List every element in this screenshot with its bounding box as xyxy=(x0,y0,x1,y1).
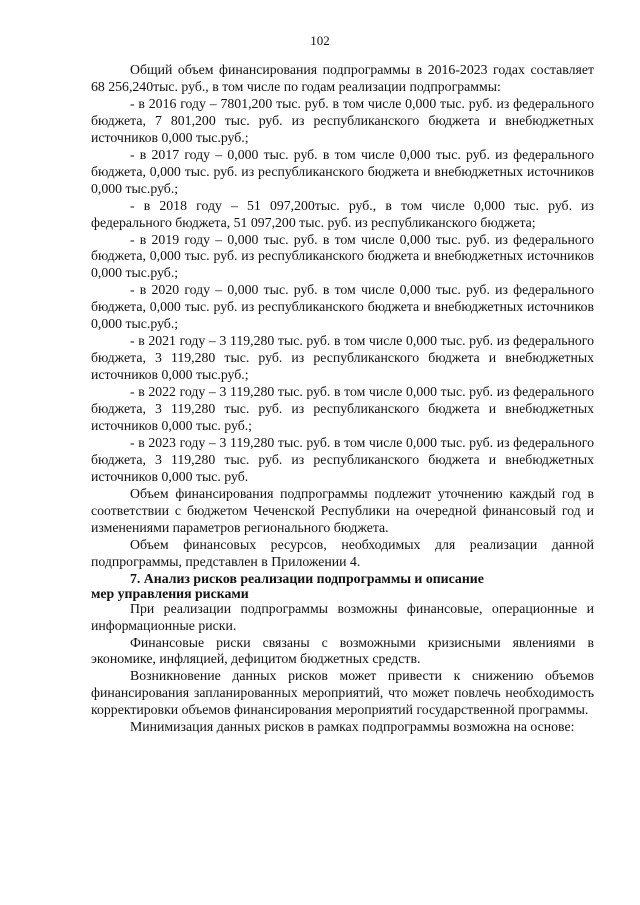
paragraph-funding-2021: - в 2021 году – 3 119,280 тыс. руб. в том числе 0,000 тыс. руб. из федерального бюджета, 3 119,280 тыс. руб. из республиканского бюджета и внебюджетных источников 0,000 тыс.руб.; xyxy=(91,333,594,383)
paragraph-risk-consequences: Возникновение данных рисков может привести к снижению объемов финансирования запланированных мероприятий, что может повлечь необходимость корректировки объемов финансирования мероприятий государственной программы. xyxy=(91,668,594,718)
paragraph-risk-minimization: Минимизация данных рисков в рамках подпрограммы возможна на основе: xyxy=(130,719,575,735)
section-heading xyxy=(91,571,594,601)
section-heading-line1: 7. Анализ рисков реализации подпрограммы и описание xyxy=(130,570,484,586)
paragraph-financial-risks: Финансовые риски связаны с возможными кризисными явлениями в экономике, инфляцией, дефицитом бюджетных средств. xyxy=(91,634,594,667)
paragraph-funding-2017: - в 2017 году – 0,000 тыс. руб. в том числе 0,000 тыс. руб. из федерального бюджета, 0,000 тыс. руб. из республиканского бюджета и внебюджетных источников 0,000 тыс.руб.; xyxy=(91,146,594,196)
paragraph-funding-2022: - в 2022 году – 3 119,280 тыс. руб. в том числе 0,000 тыс. руб. из федерального бюджета, 3 119,280 тыс. руб. из республиканского бюджета и внебюджетных источников 0,000 тыс. руб.; xyxy=(91,384,594,434)
document-body xyxy=(91,62,594,736)
paragraph-funding-2018: - в 2018 году – 51 097,200тыс. руб., в том числе 0,000 тыс. руб. из федерального бюджета, 51 097,200 тыс. руб. из республиканского бюджета; xyxy=(91,197,594,230)
paragraph-total-funding: Общий объем финансирования подпрограммы в 2016-2023 годах составляет 68 256,240тыс. руб., в том числе по годам реализации подпрограммы: xyxy=(91,62,594,94)
section-heading-line2: мер управления рисками xyxy=(91,585,249,601)
paragraph-funding-2020: - в 2020 году – 0,000 тыс. руб. в том числе 0,000 тыс. руб. из федерального бюджета, 0,000 тыс. руб. из республиканского бюджета и внебюджетных источников 0,000 тыс.руб.; xyxy=(91,282,594,332)
paragraph-funding-2023: - в 2023 году – 3 119,280 тыс. руб. в том числе 0,000 тыс. руб. из федерального бюджета, 3 119,280 тыс. руб. из республиканского бюджета и внебюджетных источников 0,000 тыс. руб. xyxy=(91,434,594,484)
paragraph-appendix-reference: Объем финансовых ресурсов, необходимых для реализации данной подпрограммы, представлен в Приложении 4. xyxy=(91,536,594,569)
paragraph-funding-2019: - в 2019 году – 0,000 тыс. руб. в том числе 0,000 тыс. руб. из федерального бюджета, 0,000 тыс. руб. из республиканского бюджета и внебюджетных источников 0,000 тыс.руб.; xyxy=(91,231,594,281)
page-number: 102 xyxy=(310,33,330,48)
paragraph-funding-2016: - в 2016 году – 7801,200 тыс. руб. в том числе 0,000 тыс. руб. из федерального бюджета, 7 801,200 тыс. руб. из республиканского бюджета и внебюджетных источников 0,000 тыс.руб.; xyxy=(91,95,594,145)
paragraph-risk-types: При реализации подпрограммы возможны финансовые, операционные и информационные риски. xyxy=(91,600,594,633)
paragraph-funding-adjustment: Объем финансирования подпрограммы подлежит уточнению каждый год в соответствии с бюджетом Чеченской Республики на очередной финансовый год и изменениями параметров регионального бюджета. xyxy=(91,485,594,535)
